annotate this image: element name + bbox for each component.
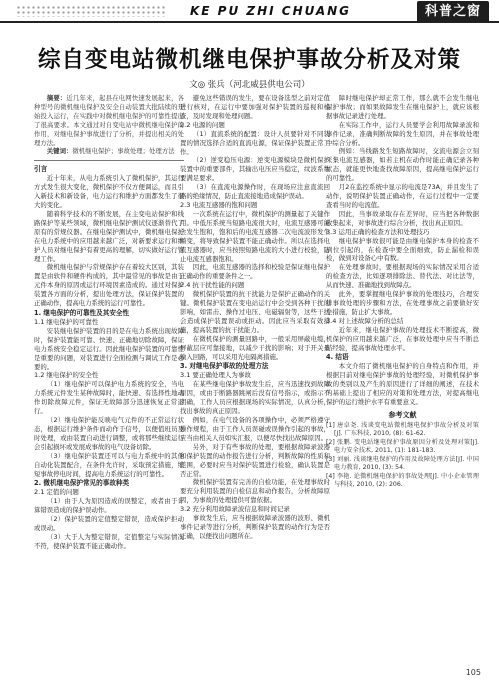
subsection-heading: 3.2 充分利用故障录波信息和时间记录 — [180, 505, 290, 514]
paragraph: （3）继电保护装置还可以与电力系统中的其他自动化装置配合，在条件允许时，采取预定措施，缩短事故停电时间，提高电力系统运行的可靠性。 — [34, 451, 184, 478]
section-heading: 2. 微机继电保护常见的事故种类 — [34, 479, 130, 488]
paragraph: 障时继电保护却正常工作，那么就不会发生继电保护事故；而如果故障发生在继电保护上，就应该根据事故记录进行处理。 — [326, 94, 479, 120]
article-author: 文◎ 张兵（河北威县供电公司） — [189, 80, 310, 90]
paragraph: 微机保护装置有完善的自检功能，在处理事故时要充分利用装置的自检信息和动作报告，分析故障原因，为事故的处理提供可靠依据。 — [180, 478, 330, 505]
paragraph: （1）直流系统的配置：设计人员要针对不同装置的情况选择合适的直流电源，保证保护装置正常工作。 — [180, 129, 330, 156]
paragraph: 微机保护装置的抗干扰能力是保护正确动作的关键。微机保护装置在变电站运行中会受到各种干扰的影响，如雷击、操作过电压、电磁辐射等，这些干扰会造成保护装置误动或拒动。因此应当采取有效措施，提高装置的抗干扰能力。 — [180, 290, 330, 334]
paragraph: （2）保护装置的定值整定错误，造成保护拒动或误动。 — [34, 515, 184, 533]
paragraph: 例如，在电气设备的各项操作中，必须严格遵守操作规程，由于工作人员误碰或误操作引起的事故，应当由相关人员如实汇报，以便尽快找出故障原因。 — [180, 416, 330, 442]
paragraph: 近十年来，从电力系统引入了微机保护，其运行方式发生很大变化，微机保护不仅方便调运，而且引入新技术和新设备，电力运行和维护方面都发生了很大的变化。 — [34, 174, 184, 210]
paragraph: 因此，当事故录取存在差异时，应当把各种数据收集起来，对事故进行综合分析，找出真正原因。 — [326, 209, 479, 227]
paragraph: （2）逆变稳压电源：逆变电源模块是微机保护装置中的重要部件，其输出电压应当稳定，纹波系数要满足要求。 — [180, 156, 330, 183]
paragraph: 此外，要掌握继电保护事故的处理技巧，合理安排事故处理的步骤和方法，在处理事故之前要做好安全措施，防止扩大事故。 — [326, 290, 479, 316]
paragraph: 事故发生后，应当根据故障录波器的波形、微机事件记录等进行分析，判断保护装置的动作行为是否正确，以便找出问题所在。 — [180, 514, 330, 540]
paragraph: （3）在直流电源操作时，在现场应注意直流回路的绝缘情况，防止直流接地造成保护误动。 — [180, 183, 330, 201]
paragraph: 在处理事故时，要根据现场的实际情况采用合适的检查方法，比如逐项排除法、替代法、对比法等，从而快速、准确地找到故障点。 — [326, 263, 479, 290]
subsection-heading: 2.3 电流互感器的饱和问题 — [180, 200, 258, 209]
references-heading: 参考文献 — [388, 411, 417, 419]
subsection-heading: 3.4 对上述故障分析的总结 — [326, 316, 404, 325]
paragraph: 因此，电流互感器的选择和校验是保证继电保护正确动作的重要条件之一。 — [180, 263, 330, 281]
paragraph: 继电保护事故很可能是由继电保护本身的检查不到位引起的，在检查中要全面细致，防止漏检和误检，做到对设备心中有数。 — [326, 236, 479, 263]
page-number: 105 — [465, 668, 481, 677]
article-title: 综自变电站微机继电保护事故分析及对策 — [37, 47, 461, 73]
paragraph: 本文介绍了微机继电保护的自身特点和作用，并根据目前对继电保护事故的处理经验，对微机保护事故的类别以及产生的原因进行了详细的阐述，在技术的基础上提出了相应的对策和处理方法，对提高继电保护的运行维护水平有重要意义。 — [326, 362, 479, 407]
paragraph: （3）大于人为整定错误，定值整定与实际情况不符，使保护装置不能正确动作。 — [34, 533, 184, 550]
subsection-heading: 3.1 要正确处理人为事故 — [180, 371, 251, 380]
column-2 — [180, 94, 330, 541]
header-rule — [0, 21, 499, 23]
abstract: 摘要：近几年来，起县在电网快速发展起来，各种型号的微机继电保护及安全自动装置大批陆续的开始投入运行，在实践中对微机继电保护的可靠性提出了很高要求。本文通过对自变电站中微机继电保护的作用，对继电保护事故进行了分析，并提出相关的处理方法。 — [34, 94, 185, 147]
page-header — [0, 0, 499, 28]
paragraph: 月2在监控系统中显示的电流是73A，并且发生了动作，说明保护装置正确动作，在运行过程中一定要查看当时的电流值。 — [326, 183, 479, 209]
paragraph: 微机继电保护与常规保护存在着较大区别，其装置是由软件和硬件构成的，其中最常见的事故是由于元件本身的原因或运行环境因素造成的。通过对保护装置各方面的分析，提出处理方法，保证保护装置的正确动作，提高电力系统的运行可靠性。 — [34, 263, 184, 308]
reference-item: [4] 李艳. 论微机继电保护的事故处理[J]. 中小企业管理与科技, 2010, (2): 206. — [326, 472, 479, 489]
column-3 — [326, 94, 479, 490]
magazine-name: KE PU ZHI CHUANG — [190, 4, 352, 18]
section-badge: 科普之窗 — [417, 1, 489, 23]
paragraph: 在实际工作中，运行人员要学会利用故障录波和事件记录，准确判断故障的发生原因，并在事故处理中综合分析。 — [326, 120, 479, 147]
subsection-heading: 1.1 继电保护的可靠性 — [34, 317, 99, 326]
paragraph: （1）继电保护可以保护电力系统的安全，当电力系统元件发生某种故障时，能快速、有选择性地动作切除故障元件，保证无故障部分迅速恢复正常运行。 — [34, 380, 184, 416]
header-dot-pattern — [16, 5, 166, 17]
paragraph: 在微机保护的测量回路中，一般采用屏蔽电缆，屏蔽层应可靠接地，以减少干扰的影响；对于开关量输入回路，可以采用光电隔离措施。 — [180, 334, 330, 361]
paragraph: 避免这些错误的发生，要在设备选型之前对定值进行核对，在运行中要加强对保护装置的巡视和检查，及时发现和处理问题。 — [180, 94, 330, 120]
reference-item: [1] 唐卓尧. 浅谈变电站微机继电保护事故分析及对策[J]. 广东科技, 2010, (8): 61-62. — [326, 421, 479, 438]
abstract-divider — [34, 160, 184, 161]
reference-item: [3] 刘丽. 浅谈继电保护的作用及故障处理方法[J]. 中国电力教育, 2010, (3): 54. — [326, 455, 479, 472]
subsection-heading: 1.2 继电保护的安全性 — [34, 371, 99, 380]
subsection-heading: 3.3 运用正确的检查方法和处理技巧 — [326, 227, 430, 236]
paragraph: 安装继电保护装置的目的是在电力系统出现故障时，保护装置能可靠、快速、正确地切除故障，保证电力系统安全稳定运行。因此继电保护装置的可靠性是重要的问题，对装置进行全面检测与调试工作是必要的。 — [34, 326, 184, 371]
subsection-heading: 2.2 电源的问题 — [180, 120, 225, 129]
paragraph: 近年来，继电保护事故的处理技术不断提高，微机保护的应用越来越广泛，在事故处理中应当不断总结经验，提高事故处理水平。 — [326, 325, 479, 352]
section-heading: 1. 继电保护的可靠性及其安全性 — [34, 308, 130, 317]
paragraph: 在某些继电保护事故发生后，应当迅速找到故障原因，或由于断路器跳闸后没有信号指示，或指示不明确，工作人员应根据现场的实际情况，认真分析，找出事故的真正原因。 — [180, 380, 330, 416]
keywords: 关键词：微机继电保护；事故处理；处理方法 — [46, 147, 175, 156]
section-heading: 4. 结语 — [326, 353, 349, 362]
section-heading: 3. 对继电保护事故的处理方法 — [180, 362, 269, 371]
section-heading: 引言 — [34, 165, 48, 174]
paragraph: （2）继电保护能反映电气元件的不正常运行状态，根据运行维护条件而动作于信号，以便值班员及时处理，或由装置自动进行调整，或将那些继续运行会引起损坏或发展成事故的电气设备切除。 — [34, 416, 184, 451]
paragraph: 另外，对于有些事故的处理，要根据故障录波器和保护装置的动作报告进行分析，判断故障的性质和范围，必要时应当对保护装置进行检验，确认装置是否正常。 — [180, 442, 330, 478]
paragraph: 随着科学技术的不断发展，在主变电站保护和线路保护等某些领域，微机继电保护测试仪逐渐替代了原有的常规仪器。在继电保护测试中，微机继电保护在电力系统中的应用越来越广泛，对新要求运行和维护人员对继电保护有着更高的理解，切实做好运行管理工作。 — [34, 209, 184, 263]
subsection-heading: 2.4 抗干扰性能的问题 — [180, 281, 245, 290]
paragraph: 例如：当线路发生短路故障时，交流电源会立刻采集电流互感器，如若主机在动作时能正确记录各种状态，就能更快地查找故障原因，提高继电保护运行的可靠性。 — [326, 147, 479, 183]
paragraph: （1）由于人为原因造成的误整定，或者由于计算错误造成的保护误动作。 — [34, 497, 184, 515]
subsection-heading: 2.1 定值的问题 — [34, 488, 79, 497]
column-1 — [34, 94, 184, 551]
reference-item: [2] 张鹏. 变电站继电保护事故原因分析及处理对策[J]. 电力安全技术, 2011, (1): 181-183. — [326, 438, 479, 455]
paragraph: 一次系统在运行中，微机保护的测量起了关键作用。中低压系统当短路电流很大时，电流互感器可能会发生饱和，饱和后的电流互感器二次电流波形发生畸变，将导致保护装置不能正确动作。所以在选择电流互感器时，应当按照短路电流的大小进行校验，防止电流互感器饱和。 — [180, 209, 330, 263]
